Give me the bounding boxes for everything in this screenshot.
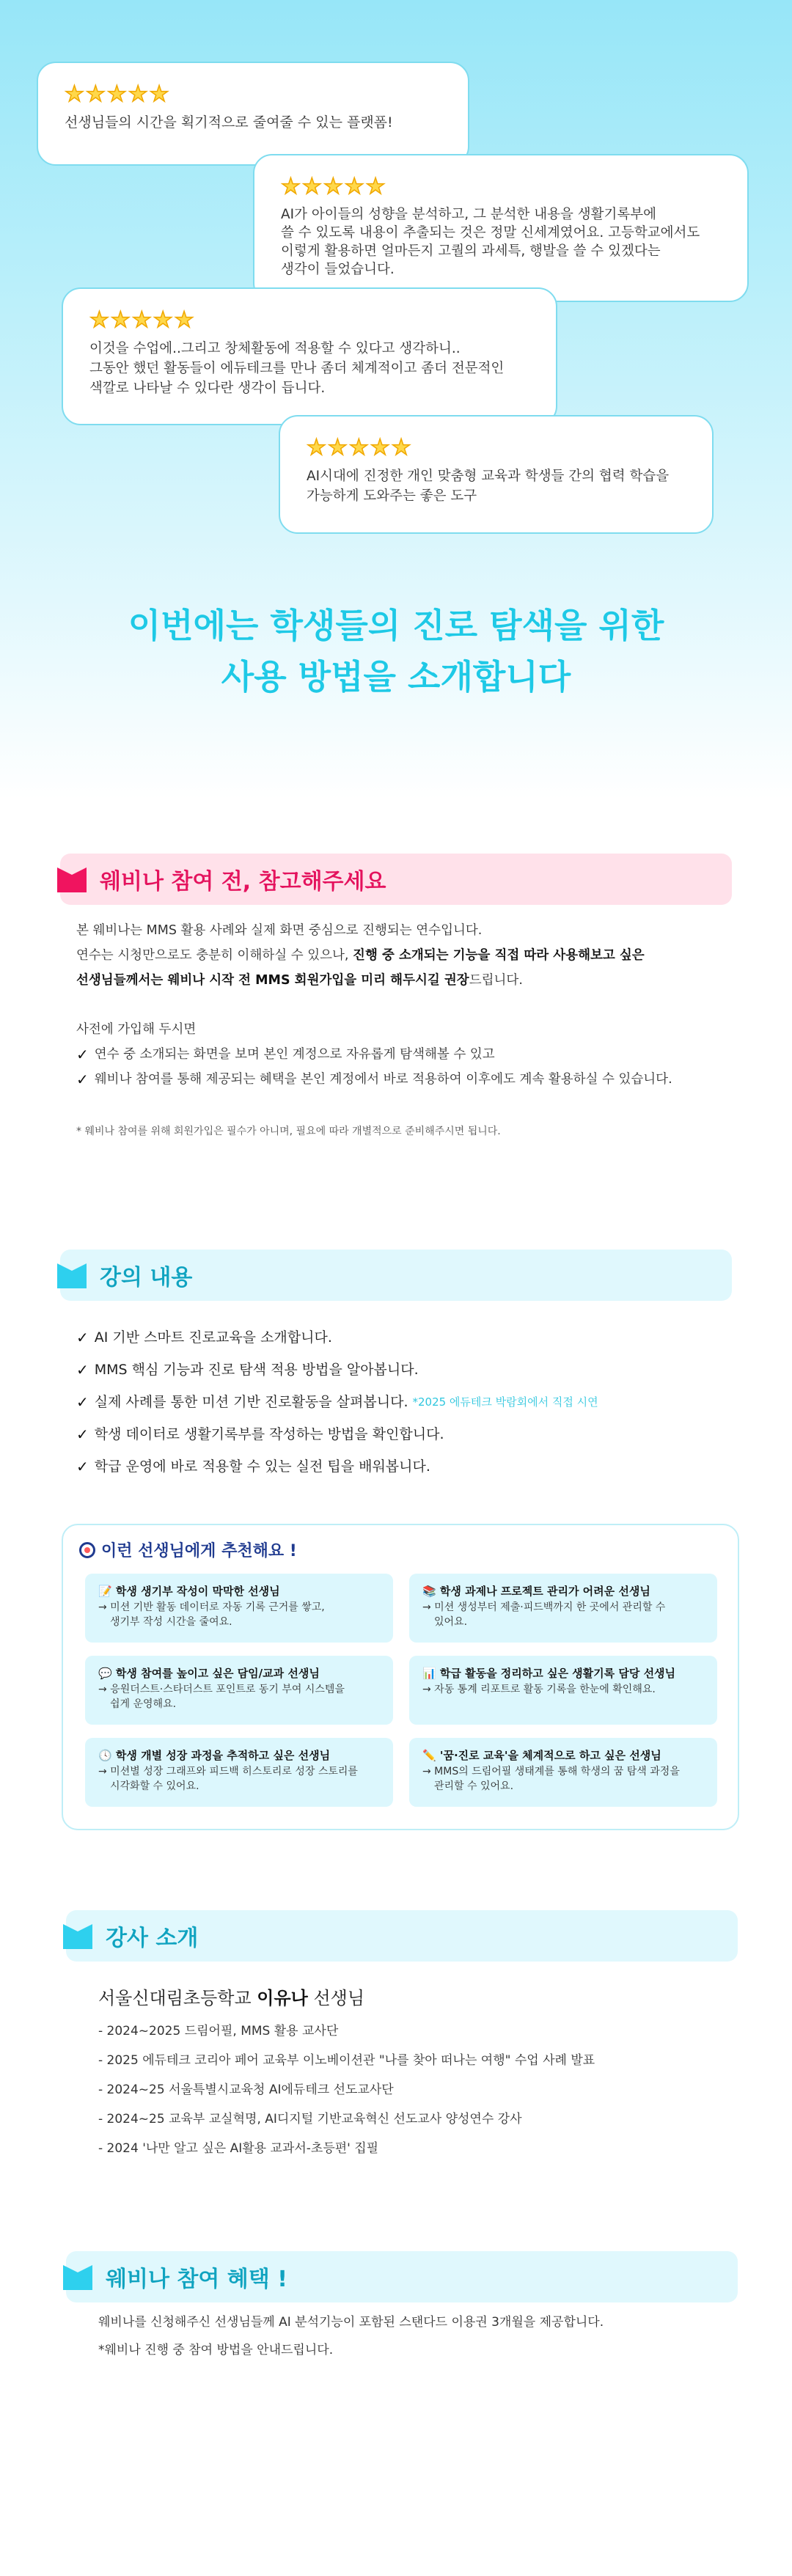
- notice-body: [76, 918, 645, 993]
- instructor-title: 강사 소개: [106, 1926, 199, 1951]
- star-icon: ★: [370, 435, 390, 460]
- rating-stars: [281, 176, 721, 198]
- lecture-header: [60, 1250, 732, 1301]
- benefit-header: [66, 2251, 738, 2302]
- star-icon: ★: [85, 81, 106, 107]
- clock-icon: 🕓: [98, 1749, 116, 1762]
- benefit-line: *웨비나 진행 중 참여 방법을 안내드립니다.: [98, 2343, 334, 2357]
- recommend-title: 이런 선생님에게 추천해요 !: [79, 1538, 297, 1561]
- star-icon: ★: [131, 307, 152, 333]
- star-icon: ★: [65, 81, 84, 107]
- check-icon: ✓: [76, 1071, 89, 1088]
- lecture-title: 강의 내용: [100, 1265, 193, 1291]
- recommend-card-desc: → 자동 통계 리포트로 활동 기록을 한눈에 확인해요.: [422, 1684, 656, 1695]
- star-icon: ★: [344, 174, 364, 199]
- review-text: 이것을 수업에..그리고 창체활동에 적용할 수 있다고 생각하니.. 그동안 했던 활동들이 에듀테크를 만나 좀더 체계적이고 좀더 전문적인 색깔로 나타날 수 있다란 생각이 듭니다.: [89, 341, 505, 396]
- speech-bubble-icon: 💬: [98, 1667, 116, 1680]
- review-text: AI시대에 진정한 개인 맞춤형 교육과 학생들 간의 협력 학습을 가능하게 도와주는 좋은 도구: [307, 469, 670, 504]
- recommend-card: [409, 1574, 717, 1643]
- career-item: - 2024~25 서울특별시교육청 AI에듀테크 선도교사단: [98, 2083, 394, 2097]
- recommend-card-title: 📚 학생 과제나 프로젝트 관리가 어려운 선생님: [422, 1585, 650, 1598]
- recommend-card-title: 🕓 학생 개별 성장 과정을 추적하고 싶은 선생님: [98, 1749, 331, 1762]
- notice-title: 웨비나 참여 전, 참고해주세요: [100, 869, 386, 895]
- notice-paragraph: 연수는 시청만으로도 충분히 이해하실 수 있으나, 진행 중 소개되는 기능을 직접 따라 사용해보고 싶은: [76, 948, 645, 963]
- recommend-box: [62, 1524, 739, 1830]
- check-icon: ✓: [76, 1425, 89, 1443]
- star-icon: ★: [128, 81, 148, 107]
- review-card: [62, 287, 557, 425]
- star-icon: ★: [110, 307, 131, 333]
- star-icon: ★: [365, 174, 386, 199]
- star-icon: ★: [89, 307, 109, 333]
- recommend-card-title: 💬 학생 참여를 높이고 싶은 담임/교과 선생님: [98, 1667, 320, 1680]
- career-item: - 2024~25 교육부 교실혁명, AI디지털 기반교육혁신 선도교사 양성연수 강사: [98, 2112, 522, 2127]
- recommend-card: [85, 1656, 393, 1725]
- recommend-card-desc: → 미션 생성부터 제출·피드백까지 한 곳에서 관리할 수 있어요.: [422, 1601, 666, 1628]
- lecture-list: [76, 1321, 598, 1483]
- review-card: [279, 415, 714, 534]
- recommend-card-title: 📊 학급 활동을 정리하고 싶은 생활기록 담당 선생님: [422, 1667, 676, 1680]
- flag-icon: [63, 1921, 92, 1951]
- star-icon: ★: [301, 174, 322, 199]
- memo-icon: 📝: [98, 1585, 116, 1598]
- flag-icon: [57, 1261, 87, 1290]
- star-icon: ★: [391, 435, 411, 460]
- bar-chart-icon: 📊: [422, 1667, 440, 1680]
- lecture-item: ✓ 실제 사례를 통한 미션 기반 진로활동을 살펴봅니다. *2025 에듀테크 박람회에서 직접 시연: [76, 1386, 598, 1418]
- lecture-item: ✓ 학생 데이터로 생활기록부를 작성하는 방법을 확인합니다.: [76, 1418, 598, 1450]
- recommend-card-title: ✏️ '꿈·진로 교육'을 체계적으로 하고 싶은 선생님: [422, 1749, 661, 1762]
- headline-line-1: 이번에는 학생들의 진로 탐색을 위한: [128, 606, 664, 645]
- rating-stars: [65, 81, 441, 107]
- lecture-item: ✓ AI 기반 스마트 진로교육을 소개합니다.: [76, 1321, 598, 1354]
- headline: [0, 600, 792, 702]
- target-icon: [79, 1542, 95, 1558]
- recommend-card-title: 📝 학생 생기부 작성이 막막한 선생님: [98, 1585, 280, 1598]
- recommend-card: [85, 1738, 393, 1807]
- notice-sub-title: 사전에 가입해 두시면: [76, 1022, 197, 1037]
- headline-line-2: 사용 방법을 소개합니다: [221, 657, 571, 697]
- benefit-title: 웨비나 참여 혜택 !: [106, 2267, 287, 2292]
- rating-stars: [307, 437, 686, 459]
- review-card: [37, 62, 469, 166]
- notice-footnote: * 웨비나 참여를 위해 회원가입은 필수가 아니며, 필요에 따라 개별적으로 준비해주시면 됩니다.: [76, 1126, 501, 1137]
- instructor-career: [98, 2017, 595, 2163]
- check-icon: ✓: [76, 1361, 89, 1379]
- books-icon: 📚: [422, 1585, 440, 1598]
- star-icon: ★: [106, 81, 127, 107]
- notice-paragraph: 본 웨비나는 MMS 활용 사례와 실제 화면 중심으로 진행되는 연수입니다.: [76, 923, 483, 938]
- recommend-card: [409, 1656, 717, 1725]
- career-item: - 2024 '나만 알고 싶은 AI활용 교과서-초등편' 집필: [98, 2141, 379, 2156]
- check-icon: ✓: [76, 1329, 89, 1346]
- career-item: - 2025 에듀테크 코리아 페어 교육부 이노베이션관 "나를 찾아 떠나는 여행" 수업 사례 발표: [98, 2053, 595, 2068]
- recommend-card-desc: → 미션 기반 활동 데이터로 자동 기록 근거를 쌓고, 생기부 작성 시간을 줄여요.: [98, 1601, 325, 1628]
- star-icon: ★: [327, 435, 348, 460]
- recommend-card-desc: → 응원더스트·스타더스트 포인트로 동기 부여 시스템을 쉽게 운영해요.: [98, 1684, 345, 1710]
- recommend-card: [409, 1738, 717, 1807]
- pencil-icon: ✏️: [422, 1749, 440, 1762]
- review-card: [253, 154, 749, 302]
- check-icon: ✓: [76, 1046, 89, 1063]
- star-icon: ★: [307, 435, 326, 460]
- benefit-line: 웨비나를 신청해주신 선생님들께 AI 분석기능이 포함된 스탠다드 이용권 3개월을 제공합니다.: [98, 2315, 604, 2330]
- notice-header: [60, 854, 732, 905]
- review-text: AI가 아이들의 성향을 분석하고, 그 분석한 내용을 생활기록부에 쓸 수 있도록 내용이 추출되는 것은 정말 신세계였어요. 고등학교에서도 이렇게 활용하면 얼마든지 고퀄의 과세특, 행발을 쓸 수 있겠다는 생각이 들었습니다.: [281, 207, 700, 277]
- flag-icon: [63, 2262, 92, 2291]
- lecture-item: ✓ MMS 핵심 기능과 진로 탐색 적용 방법을 알아봅니다.: [76, 1354, 598, 1386]
- instructor-name: 서울신대림초등학교 이유나 선생님: [98, 1988, 365, 2008]
- star-icon: ★: [174, 307, 194, 333]
- notice-paragraph: 선생님들께서는 웨비나 시작 전 MMS 회원가입을 미리 해두시길 권장드립니다.: [76, 973, 523, 988]
- star-icon: ★: [323, 174, 343, 199]
- check-icon: ✓: [76, 1458, 89, 1475]
- rating-stars: [89, 309, 529, 331]
- check-item: ✓ 연수 중 소개되는 화면을 보며 본인 계정으로 자유롭게 탐색해볼 수 있고: [76, 1042, 672, 1067]
- check-icon: ✓: [76, 1393, 89, 1411]
- star-icon: ★: [281, 174, 301, 199]
- star-icon: ★: [153, 307, 173, 333]
- flag-icon: [57, 865, 87, 894]
- demo-note: *2025 에듀테크 박람회에서 직접 시연: [412, 1395, 598, 1409]
- benefit-body: [98, 2308, 604, 2364]
- lecture-item: ✓ 학급 운영에 바로 적용할 수 있는 실전 팁을 배워봅니다.: [76, 1450, 598, 1483]
- check-item: ✓ 웨비나 참여를 통해 제공되는 혜택을 본인 계정에서 바로 적용하여 이후에도 계속 활용하실 수 있습니다.: [76, 1067, 672, 1092]
- notice-sub: [76, 1017, 672, 1092]
- star-icon: ★: [149, 81, 169, 107]
- star-icon: ★: [348, 435, 369, 460]
- recommend-card: [85, 1574, 393, 1643]
- career-item: - 2024~2025 드림어필, MMS 활용 교사단: [98, 2024, 339, 2039]
- review-text: 선생님들의 시간을 획기적으로 줄여줄 수 있는 플랫폼!: [65, 114, 393, 131]
- recommend-card-desc: → MMS의 드림어필 생태계를 통해 학생의 꿈 탐색 과정을 관리할 수 있어요.: [422, 1766, 680, 1792]
- instructor-header: [66, 1910, 738, 1962]
- recommend-card-desc: → 미션별 성장 그래프와 피드백 히스토리로 성장 스토리를 시각화할 수 있어요.: [98, 1766, 358, 1792]
